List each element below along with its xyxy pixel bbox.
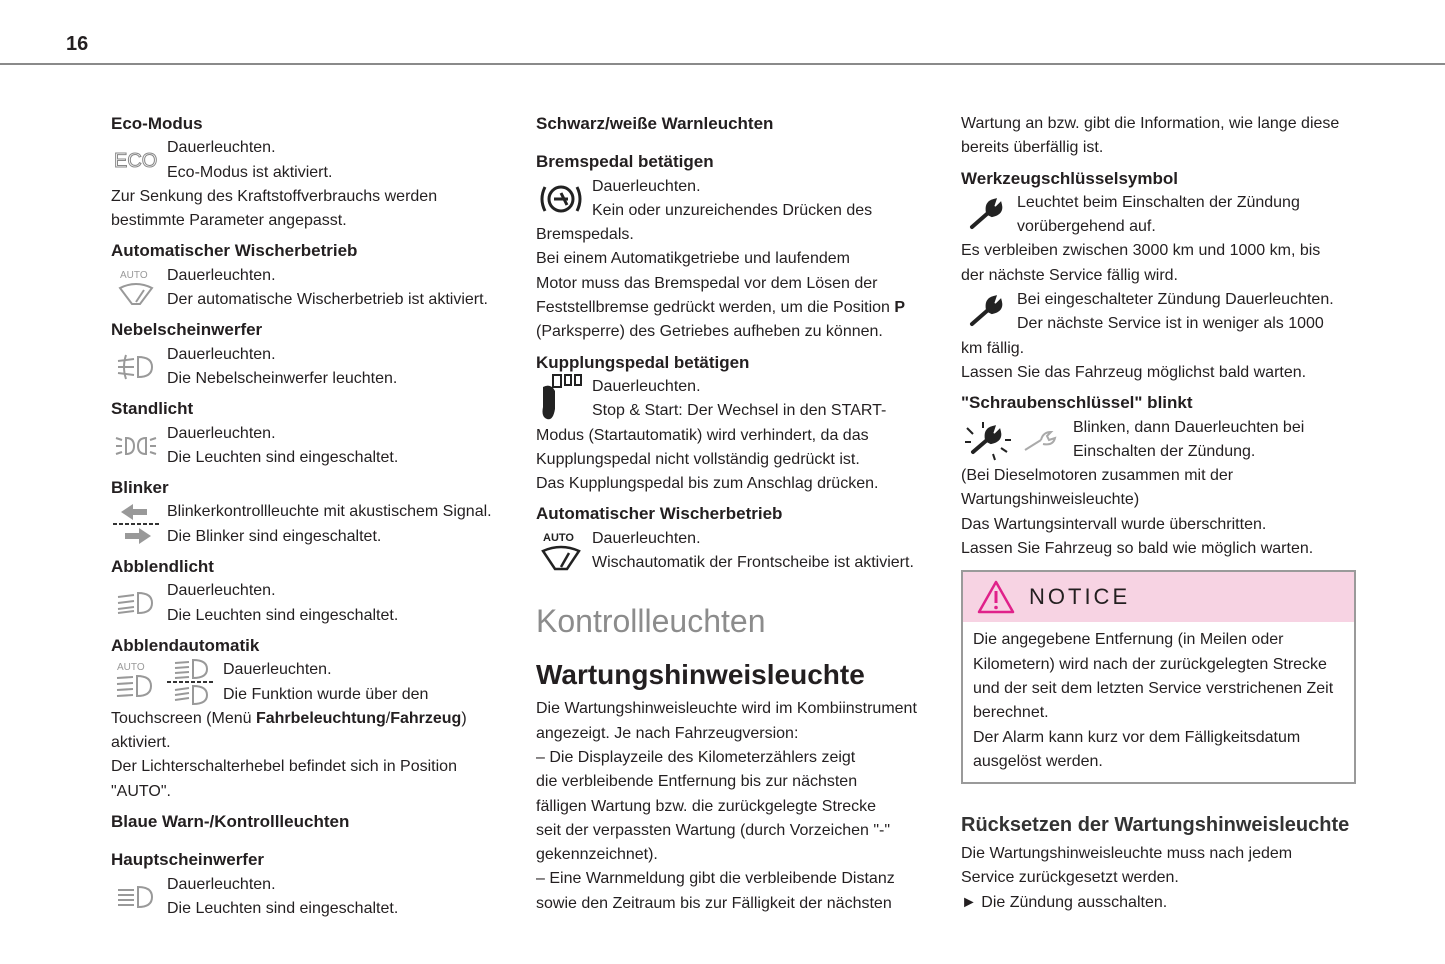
body-text: sowie den Zeitraum bis zur Fälligkeit der nächsten	[536, 894, 892, 912]
dipped-beam-icon	[111, 581, 161, 625]
main-beam-icon	[111, 875, 161, 919]
wrench-icon	[961, 193, 1011, 237]
svg-text:AUTO: AUTO	[543, 531, 574, 544]
body-text: gekennzeichnet).	[536, 846, 658, 864]
heading: Abblendautomatik	[111, 635, 260, 655]
body-text: Modus (Startautomatik) wird verhindert, da das	[536, 426, 869, 444]
header-rule	[0, 63, 1445, 65]
text-segment: )	[461, 709, 467, 727]
heading: Hauptscheinwerfer	[111, 850, 265, 870]
body-text: Bei einem Automatikgetriebe und laufendem	[536, 250, 850, 268]
heading: Kupplungspedal betätigen	[536, 352, 750, 372]
wrench-icon	[961, 290, 1011, 334]
indicator-text: Die Leuchten sind eingeschaltet.	[167, 448, 399, 466]
indicator-text: Dauerleuchten.	[223, 661, 332, 679]
body-text: (Bei Dieselmotoren zusammen mit der	[961, 467, 1234, 485]
brake-pedal-icon	[536, 177, 586, 221]
body-text: seit der verpassten Wartung (durch Vorzeichen "-"	[536, 821, 891, 839]
indicator-entry	[536, 375, 936, 496]
section-heading: Blaue Warn-/Kontrollleuchten	[111, 812, 350, 832]
bold-text: Fahrzeug	[390, 709, 462, 727]
title: Rücksetzen der Wartungshinweisleuchte	[961, 814, 1350, 837]
column-left	[111, 112, 511, 921]
body-text: Das Wartungsintervall wurde überschritten.	[961, 515, 1267, 533]
indicator-text: Stop & Start: Der Wechsel in den START-	[592, 402, 887, 420]
heading: Eco-Modus	[111, 114, 203, 133]
paragraph	[536, 697, 936, 916]
body-text: Wartung an bzw. gibt die Information, wie lange diese	[961, 115, 1340, 132]
body-text: Das Kupplungspedal bis zum Anschlag drücken.	[536, 475, 879, 493]
body-text: Lassen Sie das Fahrzeug möglichst bald warten.	[961, 363, 1307, 381]
paragraph	[961, 112, 1361, 161]
body-text: aktiviert.	[111, 734, 171, 752]
text-segment: /	[385, 709, 391, 727]
indicator-entry	[961, 288, 1361, 385]
indicator-entry	[961, 416, 1361, 562]
notice-title: NOTICE	[1029, 584, 1131, 610]
body-text: – Eine Warnmeldung gibt die verbleibende Distanz	[536, 870, 895, 888]
body-text: Kupplungspedal nicht vollständig gedrückt ist.	[536, 450, 860, 468]
notice-text: Der Alarm kann kurz vor dem Fälligkeitsdatum	[973, 728, 1301, 746]
title: Kontrollleuchten	[536, 603, 766, 640]
indicator-entry	[111, 343, 511, 392]
body-text: ► Die Zündung ausschalten.	[961, 893, 1168, 911]
notice-text: ausgelöst werden.	[973, 752, 1103, 770]
warning-icon	[977, 580, 1029, 614]
indicator-entry	[111, 264, 511, 313]
body-text: der nächste Service fällig wird.	[961, 266, 1178, 284]
body-text: die verbleibende Entfernung bis zur nächsten	[536, 773, 858, 791]
indicator-entry	[111, 500, 511, 549]
body-text: km fällig.	[961, 339, 1025, 357]
turn-signal-icon	[111, 502, 161, 546]
body-text	[111, 707, 511, 731]
body-text: bestimmte Parameter angepasst.	[111, 212, 347, 230]
body-text: Der Lichterschalterhebel befindet sich in Position	[111, 758, 457, 776]
body-text: fälligen Wartung bzw. die zurückgelegte Strecke	[536, 797, 877, 815]
bold-text: P	[894, 299, 906, 317]
indicator-text: Bei eingeschalteter Zündung Dauerleuchten.	[1017, 291, 1334, 309]
indicator-text: Der nächste Service ist in weniger als 1000	[1017, 315, 1324, 333]
notice-text: Die angegebene Entfernung (in Meilen oder	[973, 631, 1284, 649]
heading: Automatischer Wischerbetrieb	[536, 504, 783, 524]
indicator-text: Die Blinker sind eingeschaltet.	[167, 527, 382, 545]
indicator-text: Dauerleuchten.	[167, 582, 276, 600]
indicator-entry	[111, 136, 511, 233]
indicator-text: vorübergehend auf.	[1017, 218, 1156, 236]
indicator-text: Die Leuchten sind eingeschaltet.	[167, 606, 399, 624]
notice-header	[963, 572, 1354, 622]
indicator-text: Die Funktion wurde über den	[223, 685, 429, 703]
indicator-text: Eco-Modus ist aktiviert.	[167, 163, 333, 181]
body-text: Die Wartungshinweisleuchte muss nach jedem	[961, 845, 1293, 863]
indicator-text: Kein oder unzureichendes Drücken des	[592, 201, 873, 219]
indicator-text: Wischautomatik der Frontscheibe ist aktiviert.	[592, 554, 914, 572]
indicator-entry	[536, 527, 936, 576]
body-text: Wartungshinweisleuchte)	[961, 491, 1140, 509]
wiper-auto-icon	[536, 529, 586, 573]
indicator-entry	[536, 175, 936, 345]
heading: Nebelscheinwerfer	[111, 320, 263, 340]
heading: Abblendlicht	[111, 557, 214, 577]
indicator-entry	[111, 873, 511, 922]
paragraph	[961, 842, 1361, 915]
bold-text: Fahrbeleuchtung	[255, 709, 386, 727]
section-heading: Schwarz/weiße Warnleuchten	[536, 114, 774, 133]
indicator-entry	[111, 658, 511, 804]
body-text: Lassen Sie Fahrzeug so bald wie möglich warten.	[961, 540, 1314, 558]
indicator-text: Der automatische Wischerbetrieb ist aktiviert.	[167, 291, 488, 309]
indicator-entry	[111, 422, 511, 471]
auto-headlight-icon	[111, 660, 215, 704]
notice-body	[963, 622, 1354, 782]
heading: Standlicht	[111, 399, 194, 419]
notice-text: Kilometern) wird nach der zurückgelegten Strecke	[973, 655, 1327, 673]
indicator-text: Dauerleuchten.	[592, 377, 701, 395]
body-text: "AUTO".	[111, 782, 171, 800]
page-number: 16	[66, 33, 89, 55]
indicator-text: Dauerleuchten.	[167, 875, 276, 893]
body-text: (Parksperre) des Getriebes aufheben zu können.	[536, 323, 883, 341]
column-middle	[536, 112, 936, 916]
title: Wartungshinweisleuchte	[536, 659, 865, 691]
indicator-text: Dauerleuchten.	[167, 424, 276, 442]
body-text: angezeigt. Je nach Fahrzeugversion:	[536, 724, 799, 742]
notice-text: berechnet.	[973, 704, 1049, 722]
indicator-text: Blinken, dann Dauerleuchten bei	[1073, 418, 1305, 436]
indicator-text: Einschalten der Zündung.	[1073, 442, 1256, 460]
heading: "Schraubenschlüssel" blinkt	[961, 393, 1193, 413]
clutch-pedal-icon	[536, 377, 586, 421]
indicator-text: Blinkerkontrollleuchte mit akustischem Signal.	[167, 503, 492, 521]
column-right	[961, 112, 1361, 915]
sidelight-icon	[111, 424, 161, 468]
indicator-text: Die Leuchten sind eingeschaltet.	[167, 899, 399, 917]
notice-text: und der seit dem letzten Service verstrichenen Zeit	[973, 679, 1334, 697]
indicator-entry	[111, 579, 511, 628]
fog-light-icon	[111, 345, 161, 389]
heading: Automatischer Wischerbetrieb	[111, 241, 358, 261]
body-text: bereits überfällig ist.	[961, 139, 1104, 157]
body-text: Motor muss das Bremspedal vor dem Lösen der	[536, 274, 878, 292]
svg-text:ECO: ECO	[114, 150, 158, 173]
body-text	[536, 296, 936, 320]
body-text: Die Wartungshinweisleuchte wird im Kombiinstrument	[536, 700, 917, 718]
notice-box	[961, 570, 1356, 784]
indicator-text: Dauerleuchten.	[592, 529, 701, 547]
body-text: Zur Senkung des Kraftstoffverbrauchs werden	[111, 187, 438, 205]
eco-icon	[111, 138, 161, 182]
svg-text:AUTO: AUTO	[120, 269, 148, 281]
auto-wiper-icon	[111, 266, 161, 310]
indicator-text: Dauerleuchten.	[167, 266, 276, 284]
heading: Blinker	[111, 478, 169, 498]
body-text: Bremspedals.	[536, 226, 634, 244]
heading: Werkzeugschlüsselsymbol	[961, 168, 1178, 188]
body-text: Service zurückgesetzt werden.	[961, 869, 1179, 887]
indicator-text: Die Nebelscheinwerfer leuchten.	[167, 369, 398, 387]
wrench-flashing-icon	[961, 418, 1065, 462]
heading: Bremspedal betätigen	[536, 152, 714, 172]
text-segment: Feststellbremse gedrückt werden, um die Position	[536, 299, 895, 317]
svg-text:AUTO: AUTO	[117, 662, 145, 674]
body-text: – Die Displayzeile des Kilometerzählers zeigt	[536, 748, 856, 766]
indicator-text: Leuchtet beim Einschalten der Zündung	[1017, 193, 1300, 211]
indicator-text: Dauerleuchten.	[592, 177, 701, 195]
body-text: Es verbleiben zwischen 3000 km und 1000 km, bis	[961, 242, 1321, 260]
text-segment: Touchscreen (Menü	[111, 709, 256, 727]
indicator-text: Dauerleuchten.	[167, 345, 276, 363]
indicator-entry	[961, 191, 1361, 288]
indicator-text: Dauerleuchten.	[167, 139, 276, 157]
